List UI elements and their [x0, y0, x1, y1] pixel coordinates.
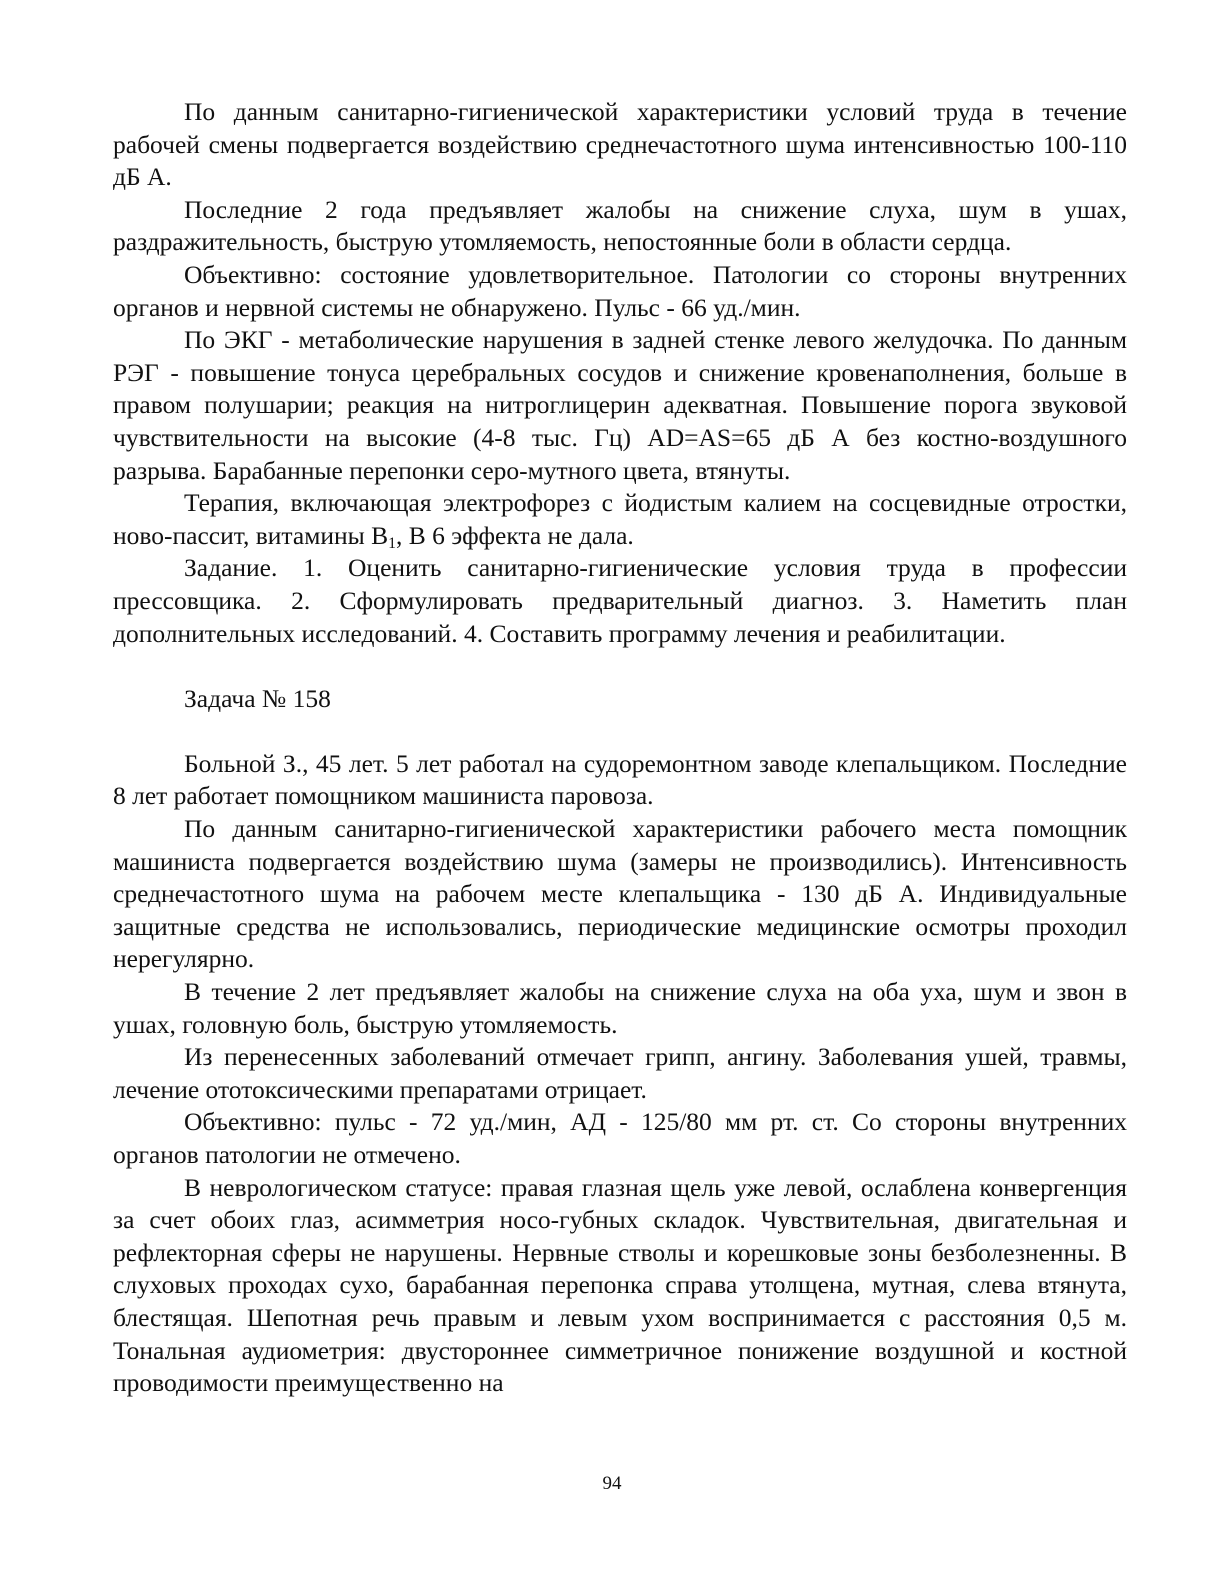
- paragraph-neurology: В неврологическом статусе: правая глазная щель уже левой, ослаблена конвергенция за счет обоих глаз, асимметрия носо-губных складок. Чувствительная, двигательная и рефлекторная сферы не нарушены. Нервные стволы и корешковые зоны безболезненны. В слуховых проходах сухо, барабанная перепонка справа утолщена, мутная, слева втянута, блестящая. Шепотная речь правым и левым ухом воспринимается с расстояния 0,5 м. Тональная аудиометрия: двустороннее симметричное понижение воздушной и костной проводимости преимущественно на: [113, 1172, 1127, 1398]
- paragraph-work-conditions: По данным санитарно-гигиенической характеристики условий труда в течение рабочей смены подвергается воздействию среднечастотного шума интенсивностью 100-110 дБ А.: [113, 97, 1127, 192]
- paragraph-objective: Объективно: состояние удовлетворительное. Патологии со стороны внутренних органов и нервной системы не обнаружено. Пульс - 66 уд./мин.: [113, 259, 1127, 322]
- paragraph-therapy: [113, 487, 1127, 552]
- paragraph-ecg: По ЭКГ - метаболические нарушения в задней стенке левого желудочка. По данным РЭГ - повышение тонуса церебральных сосудов и снижение кровенаполнения, больше в правом полушарии; реакция на нитроглицерин адекватная. Повышение порога звуковой чувствительности на высокие (4-8 тыс. Гц) AD=AS=65 дБ А без костно-воздушного разрыва. Барабанные перепонки серо-мутного цвета, втянуты.: [113, 325, 1127, 485]
- therapy-subscript: 1: [388, 534, 397, 552]
- paragraph-task: Задание. 1. Оценить санитарно-гигиенические условия труда в профессии прессовщика. 2. Сформулировать предварительный диагноз. 3. Наметить план дополнительных исследований. 4. Составить программу лечения и реабилитации.: [113, 553, 1127, 648]
- therapy-text-end: , В 6 эффекта не дала.: [396, 520, 634, 550]
- paragraph-objective-2: Объективно: пульс - 72 уд./мин, АД - 125/80 мм рт. ст. Со стороны внутренних органов патологии не отмечено.: [113, 1107, 1127, 1169]
- page-number: 94: [602, 1473, 622, 1494]
- paragraph-complaints-2: В течение 2 лет предъявляет жалобы на снижение слуха на оба уха, шум и звон в ушах, головную боль, быструю утомляемость.: [113, 977, 1127, 1039]
- paragraph-patient: Больной З., 45 лет. 5 лет работал на судоремонтном заводе клепальщиком. Последние 8 лет работает помощником машиниста паровоза.: [113, 748, 1127, 811]
- paragraph-workplace: По данным санитарно-гигиенической характеристики рабочего места помощник машиниста подвергается воздействию шума (замеры не производились). Интенсивность среднечастотного шума на рабочем месте клепальщика - 130 дБ А. Индивидуальные защитные средства не использовались, периодические медицинские осмотры проходил нерегулярно.: [113, 814, 1127, 974]
- therapy-text: Терапия, включающая электрофорез с йодистым калием на сосцевидные отростки, ново-пассит, витамины В: [113, 488, 1127, 550]
- paragraph-complaints: Последние 2 года предъявляет жалобы на снижение слуха, шум в ушах, раздражительность, быструю утомляемость, непостоянные боли в области сердца.: [113, 194, 1127, 257]
- page-body: [113, 96, 1127, 1400]
- paragraph-history: Из перенесенных заболеваний отмечает грипп, ангину. Заболевания ушей, травмы, лечение ототоксическими препаратами отрицает.: [113, 1042, 1127, 1104]
- problem-heading: Задача № 158: [184, 683, 331, 713]
